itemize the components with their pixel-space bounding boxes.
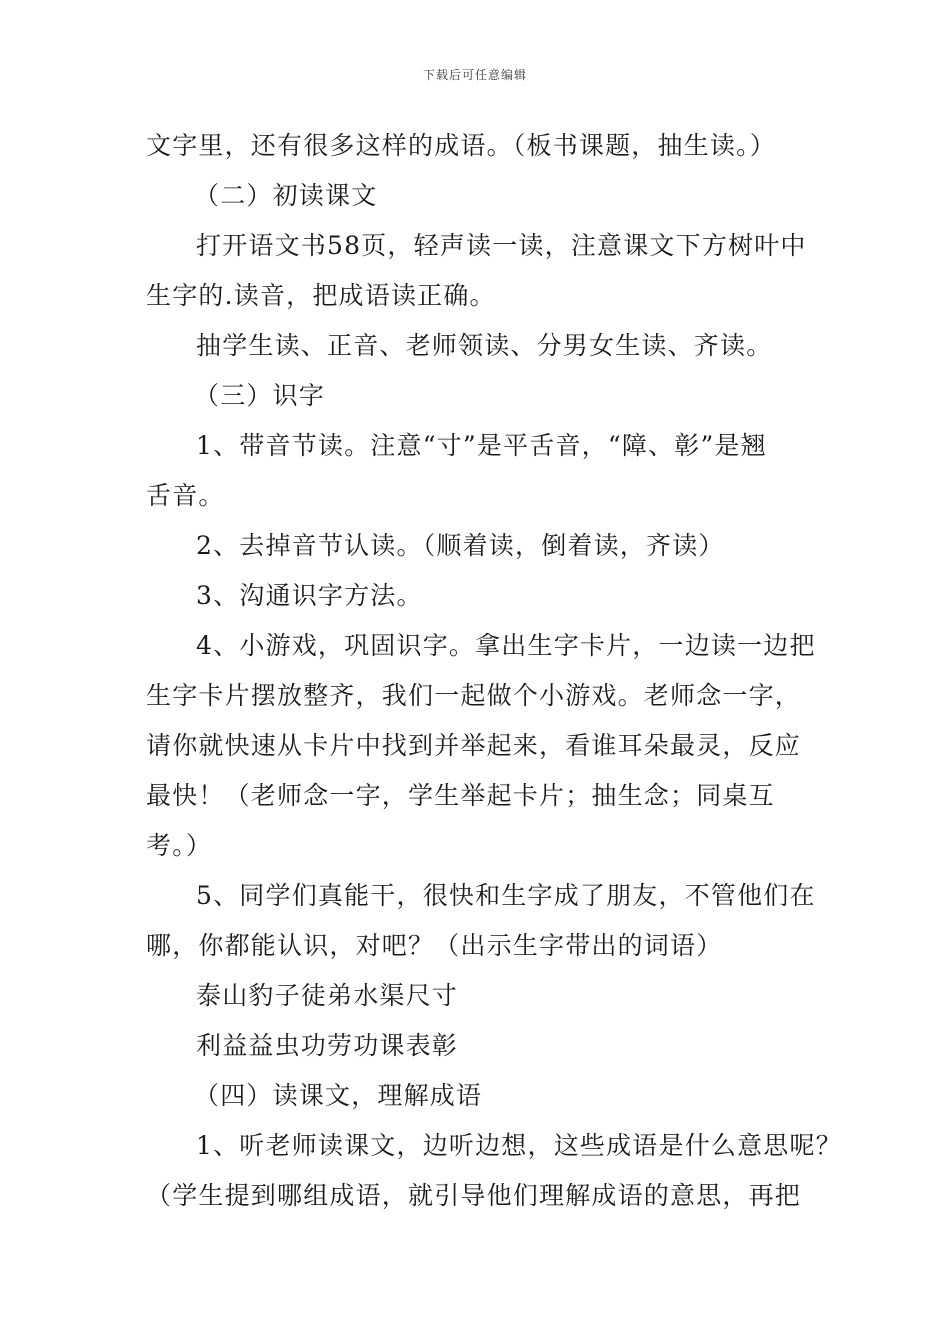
paragraph-line: 5、同学们真能干，很快和生字成了朋友，不管他们在 xyxy=(196,881,816,910)
paragraph-line: 2、去掉音节认读。（顺着读，倒着读，齐读） xyxy=(196,531,725,560)
paragraph-line: 1、带音节读。注意“寸”是平舌音，“障、彰”是翘 xyxy=(196,431,767,460)
section-heading-2: （二）初读课文 xyxy=(194,181,378,210)
paragraph-line: 生字卡片摆放整齐，我们一起做个小游戏。老师念一字， xyxy=(146,681,802,710)
paragraph-line: 考。） xyxy=(146,831,213,860)
paragraph-line: 哪，你都能认识，对吧？（出示生字带出的词语） xyxy=(146,931,723,960)
section-heading-4: （四）读课文，理解成语 xyxy=(194,1081,483,1110)
paragraph-line: （学生提到哪组成语，就引导他们理解成语的意思，再把 xyxy=(146,1181,802,1210)
paragraph-line: 生字的.读音，把成语读正确。 xyxy=(146,281,496,310)
paragraph-line: 最快！（老师念一字，学生举起卡片；抽生念；同桌互 xyxy=(146,781,775,810)
word-list-line: 泰山豹子徒弟水渠尺寸 xyxy=(196,981,459,1010)
paragraph-line: 文字里，还有很多这样的成语。（板书课题，抽生读。） xyxy=(146,131,777,160)
paragraph-line: 打开语文书58页，轻声读一读，注意课文下方树叶中 xyxy=(196,231,807,260)
paragraph-line: 1、听老师读课文，边听边想，这些成语是什么意思呢？ xyxy=(196,1131,842,1160)
paragraph-line: 请你就快速从卡片中找到并举起来，看谁耳朵最灵，反应 xyxy=(146,731,802,760)
paragraph-line: 4、小游戏，巩固识字。拿出生字卡片，一边读一边把 xyxy=(196,631,816,660)
paragraph-line: 舌音。 xyxy=(146,481,225,510)
paragraph-line: 3、沟通识字方法。 xyxy=(196,581,423,610)
paragraph-line: 抽学生读、正音、老师领读、分男女生读、齐读。 xyxy=(196,331,773,360)
word-list-line: 利益益虫功劳功课表彰 xyxy=(196,1031,459,1060)
page-header-note: 下载后可任意编辑 xyxy=(422,68,527,82)
section-heading-3: （三）识字 xyxy=(194,381,326,410)
